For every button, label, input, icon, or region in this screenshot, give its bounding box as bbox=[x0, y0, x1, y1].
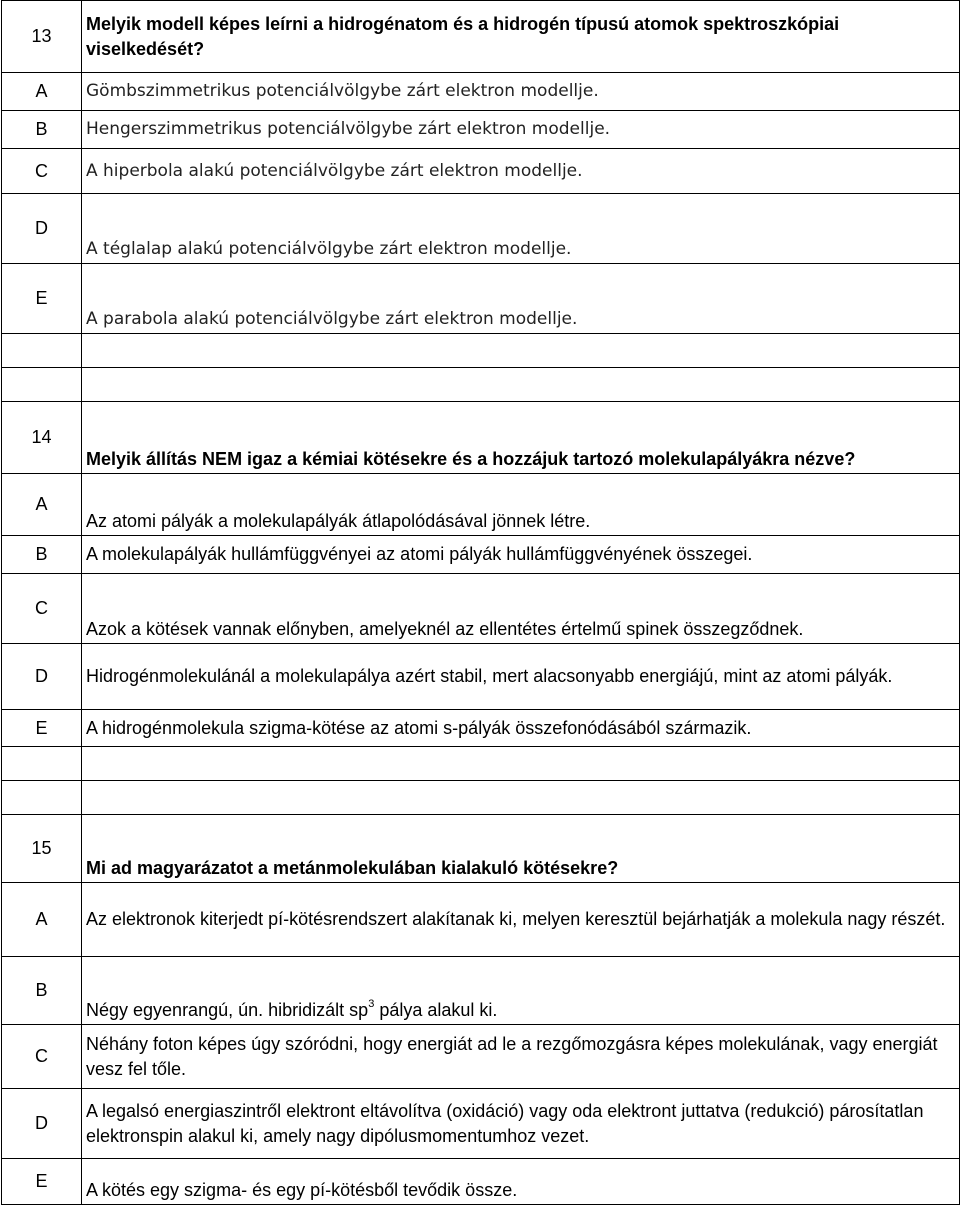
option-label: B bbox=[2, 536, 82, 574]
option-label: D bbox=[2, 644, 82, 710]
option-text: A kötés egy szigma- és egy pí-kötésből tevődik össze. bbox=[82, 1159, 960, 1205]
option-text: A molekulapályák hullámfüggvényei az atomi pályák hullámfüggvényének összegei. bbox=[82, 536, 960, 574]
option-text: A hiperbola alakú potenciálvölgybe zárt elektron modellje. bbox=[82, 149, 960, 194]
question-row-14 bbox=[2, 402, 960, 474]
option-row bbox=[2, 474, 960, 536]
option-row bbox=[2, 710, 960, 747]
option-label: D bbox=[2, 194, 82, 264]
question-text: Mi ad magyarázatot a metánmolekulában kialakuló kötésekre? bbox=[82, 815, 960, 883]
option-text: A legalsó energiaszintről elektront eltávolítva (oxidáció) vagy oda elektront juttatva (redukció) párosítatlan elektronspin alakul ki, amely nagy dipólusmomentumhoz vezet. bbox=[82, 1089, 960, 1159]
question-number: 13 bbox=[2, 1, 82, 73]
option-row bbox=[2, 194, 960, 264]
option-label: A bbox=[2, 474, 82, 536]
option-text: Hengerszimmetrikus potenciálvölgybe zárt elektron modellje. bbox=[82, 111, 960, 149]
spacer-row bbox=[2, 781, 960, 815]
option-row bbox=[2, 536, 960, 574]
option-row bbox=[2, 957, 960, 1025]
option-row bbox=[2, 574, 960, 644]
option-row bbox=[2, 111, 960, 149]
option-text: A parabola alakú potenciálvölgybe zárt elektron modellje. bbox=[82, 264, 960, 334]
question-number: 15 bbox=[2, 815, 82, 883]
option-label: A bbox=[2, 73, 82, 111]
option-row bbox=[2, 73, 960, 111]
option-label: C bbox=[2, 149, 82, 194]
option-text-tail: pálya alakul ki. bbox=[374, 999, 498, 1020]
option-text: Néhány foton képes úgy szóródni, hogy energiát ad le a rezgőmozgásra képes molekulának, vagy energiát vesz fel tőle. bbox=[82, 1025, 960, 1089]
spacer-row bbox=[2, 747, 960, 781]
question-text: Melyik állítás NEM igaz a kémiai kötésekre és a hozzájuk tartozó molekulapályákra nézve? bbox=[82, 402, 960, 474]
option-text: Az elektronok kiterjedt pí-kötésrendszert alakítanak ki, melyen keresztül bejárhatják a molekula nagy részét. bbox=[82, 883, 960, 957]
option-text: Azok a kötések vannak előnyben, amelyeknél az ellentétes értelmű spinek összegződnek. bbox=[82, 574, 960, 644]
option-label: B bbox=[2, 957, 82, 1025]
option-text: Hidrogénmolekulánál a molekulapálya azért stabil, mert alacsonyabb energiájú, mint az atomi pályák. bbox=[82, 644, 960, 710]
option-row bbox=[2, 149, 960, 194]
option-text: A hidrogénmolekula szigma-kötése az atomi s-pályák összefonódásából származik. bbox=[82, 710, 960, 747]
option-row bbox=[2, 1025, 960, 1089]
quiz-table bbox=[1, 0, 960, 1205]
option-row bbox=[2, 264, 960, 334]
option-text-main: Négy egyenrangú, ún. hibridizált sp bbox=[86, 999, 369, 1020]
question-row-13 bbox=[2, 1, 960, 73]
option-label: B bbox=[2, 111, 82, 149]
option-row bbox=[2, 1159, 960, 1205]
option-label: D bbox=[2, 1089, 82, 1159]
spacer-row bbox=[2, 334, 960, 368]
option-label: E bbox=[2, 264, 82, 334]
superscript: 3 bbox=[368, 997, 375, 1010]
option-label: A bbox=[2, 883, 82, 957]
question-text: Melyik modell képes leírni a hidrogénatom és a hidrogén típusú atomok spektroszkópiai viselkedését? bbox=[82, 1, 960, 73]
option-label: E bbox=[2, 1159, 82, 1205]
option-text: A téglalap alakú potenciálvölgybe zárt elektron modellje. bbox=[82, 194, 960, 264]
question-row-15 bbox=[2, 815, 960, 883]
question-number: 14 bbox=[2, 402, 82, 474]
option-row bbox=[2, 644, 960, 710]
option-label: E bbox=[2, 710, 82, 747]
option-text: Gömbszimmetrikus potenciálvölgybe zárt elektron modellje. bbox=[82, 73, 960, 111]
option-label: C bbox=[2, 1025, 82, 1089]
option-row bbox=[2, 1089, 960, 1159]
option-text: Az atomi pályák a molekulapályák átlapolódásával jönnek létre. bbox=[82, 474, 960, 536]
option-label: C bbox=[2, 574, 82, 644]
option-row bbox=[2, 883, 960, 957]
option-text bbox=[82, 957, 960, 1025]
spacer-row bbox=[2, 368, 960, 402]
